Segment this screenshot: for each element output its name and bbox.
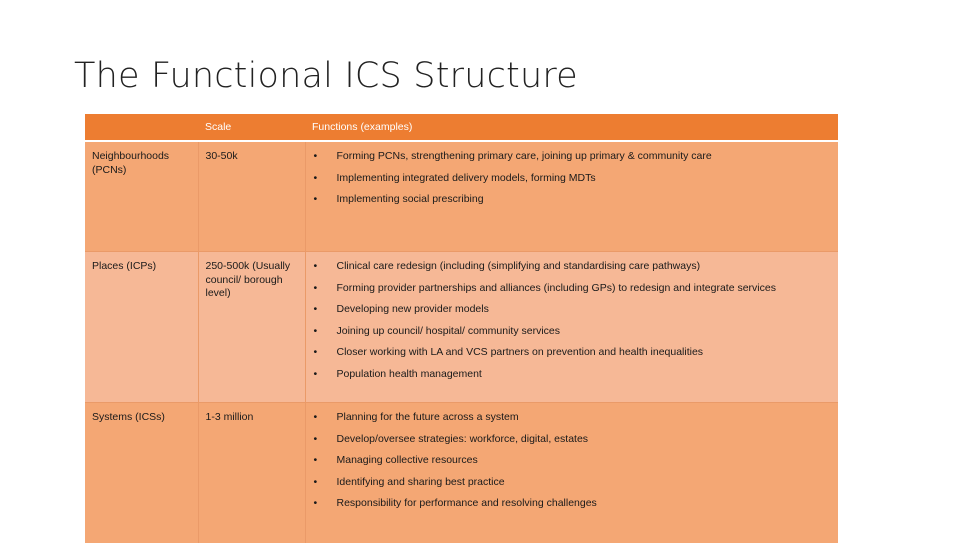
list-item: • Forming provider partnerships and alliances (including GPs) to redesign and integrate services — [314, 282, 835, 296]
table-row — [85, 403, 838, 543]
bullet-icon: • — [314, 346, 318, 360]
list-item: • Planning for the future across a system — [314, 411, 835, 425]
bullet-icon: • — [314, 325, 318, 339]
table-row — [85, 141, 838, 252]
scale-cell: 1-3 million — [206, 411, 299, 425]
list-item: • Implementing social prescribing — [314, 193, 835, 207]
bullet-icon: • — [314, 433, 318, 447]
list-item: • Closer working with LA and VCS partners on prevention and health inequalities — [314, 346, 835, 360]
list-item: • Responsibility for performance and resolving challenges — [314, 497, 835, 511]
scale-cell: 250-500k (Usually council/ borough level) — [206, 260, 299, 301]
slide-title: The Functional ICS Structure — [74, 56, 578, 96]
bullet-icon: • — [314, 172, 318, 186]
header-scale: Scale — [198, 114, 305, 141]
list-item: • Developing new provider models — [314, 303, 835, 317]
bullet-icon: • — [314, 497, 318, 511]
list-item: • Clinical care redesign (including (simplifying and standardising care pathways) — [314, 260, 835, 274]
table-row — [85, 252, 838, 403]
list-item: • Population health management — [314, 368, 835, 382]
functions-list — [314, 260, 835, 381]
level-cell: Systems (ICSs) — [92, 411, 192, 425]
bullet-icon: • — [314, 150, 318, 164]
functions-list — [314, 411, 835, 511]
scale-cell: 30-50k — [206, 150, 299, 164]
level-cell: Neighbourhoods (PCNs) — [92, 150, 192, 177]
functions-list — [314, 150, 835, 207]
bullet-icon: • — [314, 260, 318, 274]
list-item: • Develop/oversee strategies: workforce, digital, estates — [314, 433, 835, 447]
ics-structure-table — [85, 114, 838, 543]
bullet-icon: • — [314, 193, 318, 207]
list-item: • Joining up council/ hospital/ community services — [314, 325, 835, 339]
list-item: • Forming PCNs, strengthening primary care, joining up primary & community care — [314, 150, 835, 164]
bullet-icon: • — [314, 368, 318, 382]
bullet-icon: • — [314, 476, 318, 490]
level-cell: Places (ICPs) — [92, 260, 192, 274]
header-functions: Functions (examples) — [305, 114, 838, 141]
header-level — [85, 114, 198, 141]
table-header-row — [85, 114, 838, 141]
bullet-icon: • — [314, 411, 318, 425]
bullet-icon: • — [314, 454, 318, 468]
bullet-icon: • — [314, 282, 318, 296]
list-item: • Identifying and sharing best practice — [314, 476, 835, 490]
list-item: • Implementing integrated delivery models, forming MDTs — [314, 172, 835, 186]
bullet-icon: • — [314, 303, 318, 317]
list-item: • Managing collective resources — [314, 454, 835, 468]
